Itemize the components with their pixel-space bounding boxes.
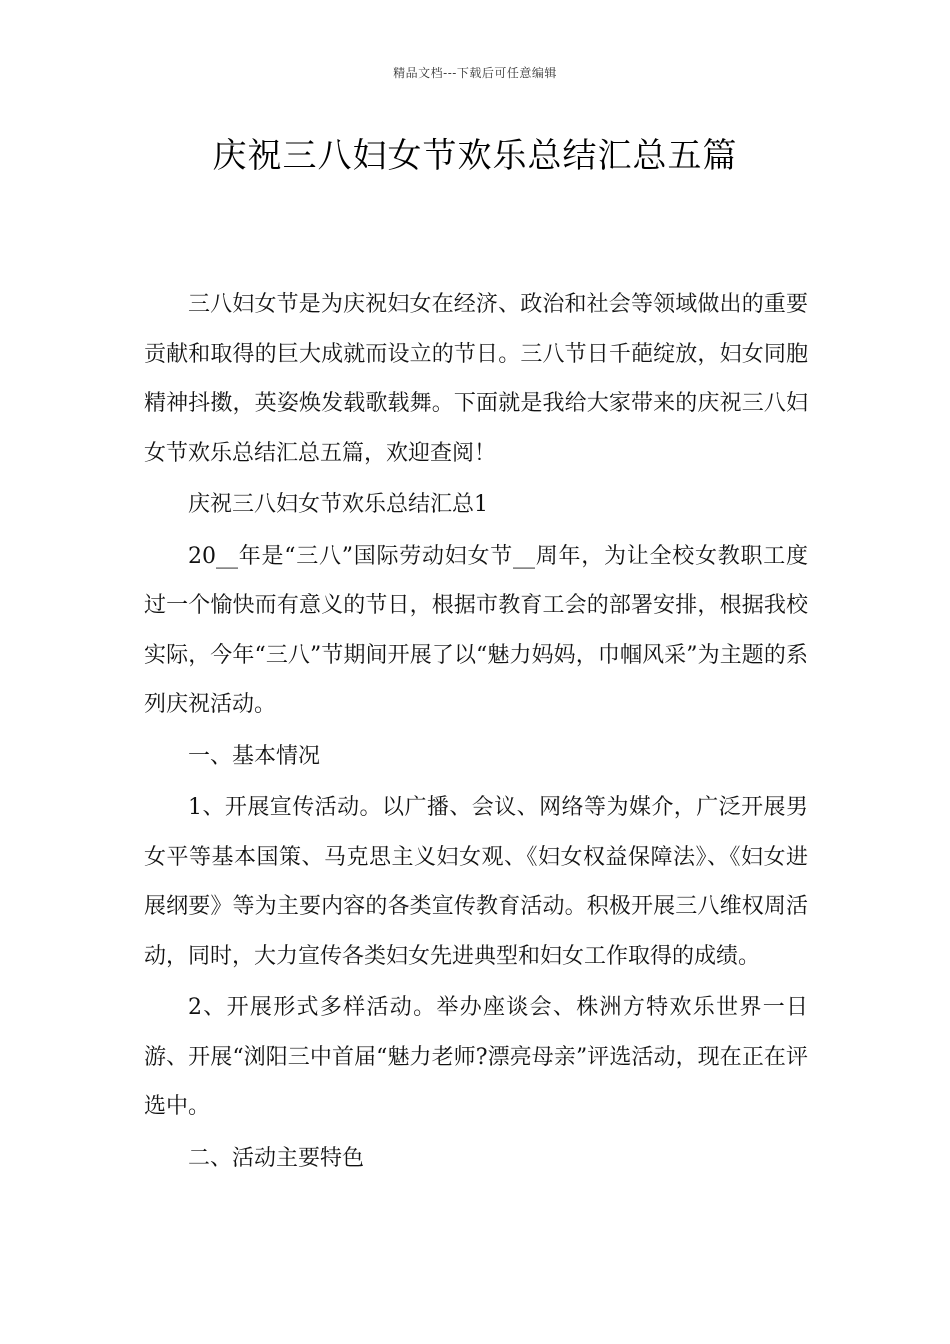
document-body <box>144 280 808 1183</box>
document-title: 庆祝三八妇女节欢乐总结汇总五篇 <box>212 136 738 176</box>
subheading-basic-situation: 一、基本情况 <box>188 743 321 769</box>
section-heading-1: 庆祝三八妇女节欢乐总结汇总1 <box>188 492 488 517</box>
header-note: 精品文档---下载后可任意编辑 <box>393 66 557 80</box>
paragraph-background: 20__年是“三八”国际劳动妇女节__周年，为让全校女教职工度过一个愉快而有意义的节日，根据市教育工会的部署安排，根据我校实际，今年“三八”节期间开展了以“魅力妈妈，巾帼风采”为主题的系列庆祝活动。 <box>144 543 808 717</box>
intro-paragraph: 三八妇女节是为庆祝妇女在经济、政治和社会等领域做出的重要贡献和取得的巨大成就而设立的节日。三八节日千葩绽放，妇女同胞精神抖擞，英姿焕发载歌载舞。下面就是我给大家带来的庆祝三八妇女节欢乐总结汇总五篇，欢迎查阅！ <box>144 292 808 466</box>
paragraph-activities: 2、开展形式多样活动。举办座谈会、株洲方特欢乐世界一日游、开展“浏阳三中首届“魅力老师?漂亮母亲”评选活动，现在正在评选中。 <box>144 995 808 1119</box>
subheading-main-features: 二、活动主要特色 <box>188 1145 365 1171</box>
paragraph-propaganda: 1、开展宣传活动。以广播、会议、网络等为媒介，广泛开展男女平等基本国策、马克思主义妇女观、《妇女权益保障法》、《妇女进展纲要》等为主要内容的各类宣传教育活动。积极开展三八维权周活动，同时，大力宣传各类妇女先进典型和妇女工作取得的成绩。 <box>144 795 808 969</box>
